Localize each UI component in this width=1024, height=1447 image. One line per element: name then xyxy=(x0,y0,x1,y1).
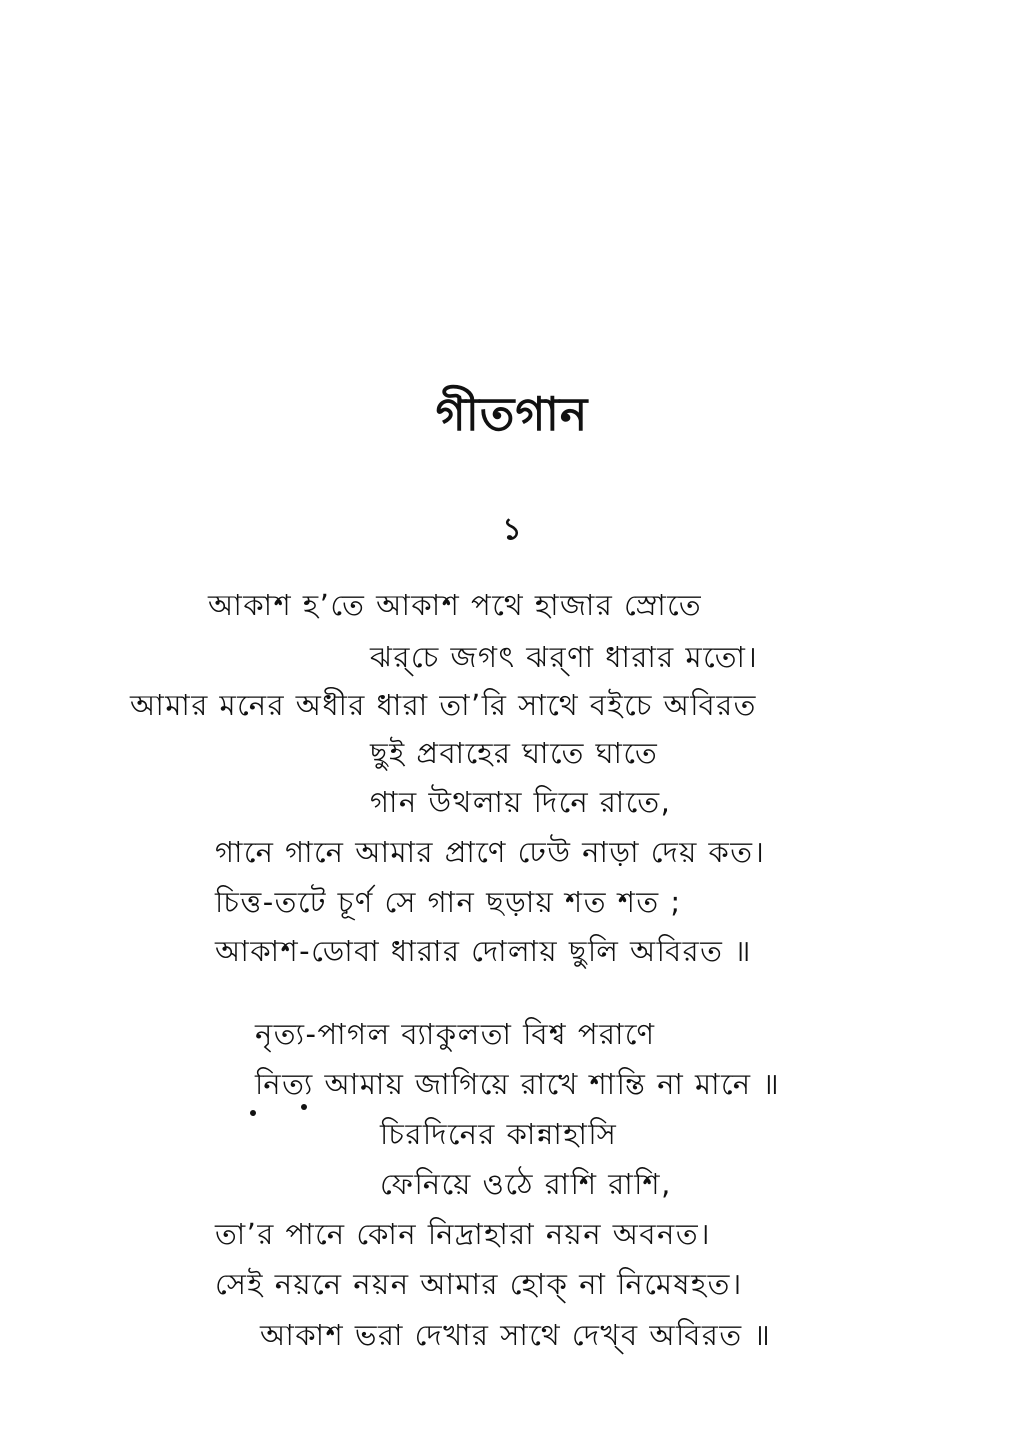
verse-line: তা’র পানে কোন নিদ্রাহারা নয়ন অবনত। xyxy=(215,1217,711,1251)
verse-line: আকাশ-ডোবা ধারার দোলায় ছুলি অবিরত ॥ xyxy=(215,934,752,968)
verse-line: গানে গানে আমার প্রাণে ঢেউ নাড়া দেয় কত। xyxy=(215,835,766,869)
verse-line: আকাশ হ’তে আকাশ পথে হাজার স্রোতে xyxy=(208,588,703,622)
verse-line: নৃত্য-পাগল ব্যাকুলতা বিশ্ব পরাণে xyxy=(255,1017,656,1051)
verse-line: আমার মনের অধীর ধারা তা’রি সাথে বইচে অবিরত xyxy=(130,688,757,722)
verse-line: ছুই প্রবাহের ঘাতে ঘাতে xyxy=(370,736,659,770)
ink-speck xyxy=(250,1110,256,1116)
song-number: ১ xyxy=(502,512,522,547)
verse-line: ঝর্‌চে জগৎ ঝর্‌ণা ধারার মতো। xyxy=(370,640,759,674)
verse-line: চিত্ত-তটে চূর্ণ সে গান ছড়ায় শত শত ; xyxy=(215,885,682,919)
verse-line: আকাশ ভরা দেখার সাথে দেখ্‌ব অবিরত ॥ xyxy=(260,1318,772,1352)
verse-line: চিরদিনের কান্নাহাসি xyxy=(380,1117,618,1151)
verse-line: ফেনিয়ে ওঠে রাশি রাশি, xyxy=(380,1167,672,1201)
ink-speck xyxy=(301,1104,307,1110)
page-title: গীতগান xyxy=(435,387,589,441)
verse-line: সেই নয়নে নয়ন আমার হোক্‌ না নিমেষহত। xyxy=(215,1267,743,1301)
verse-line: গান উথলায় দিনে রাতে, xyxy=(370,785,672,819)
verse-line: নিত্য আমায় জাগিয়ে রাখে শান্তি না মানে ॥ xyxy=(255,1067,781,1101)
